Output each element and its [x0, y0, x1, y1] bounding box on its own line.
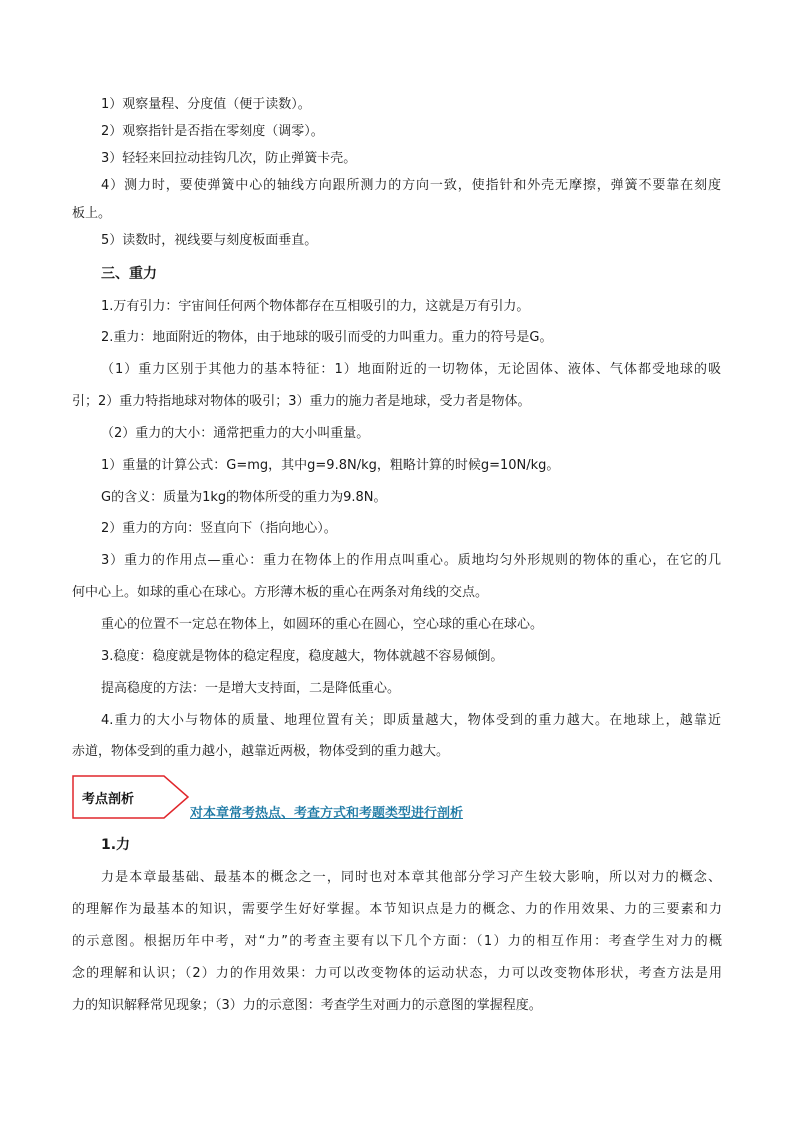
paragraph: 4.重力的大小与物体的质量、地理位置有关；即质量越大，物体受到的重力越大。在地球上，越靠近	[101, 713, 721, 728]
list-item: 4）测力时，要使弹簧中心的轴线方向跟所测力的方向一致，使指针和外壳无摩擦，弹簧不要靠在刻度	[101, 178, 721, 193]
paragraph-continuation: 赤道，物体受到的重力越小，越靠近两极，物体受到的重力越大。	[72, 744, 450, 759]
paragraph: 提高稳度的方法：一是增大支持面，二是降低重心。	[101, 681, 401, 696]
paragraph: 2）重力的方向：竖直向下（指向地心）。	[101, 521, 337, 536]
list-item-continuation: 板上。	[72, 206, 112, 221]
paragraph: 重心的位置不一定总在物体上，如圆环的重心在圆心，空心球的重心在球心。	[101, 617, 544, 632]
paragraph: 1）重量的计算公式：G=mg，其中g=9.8N/kg，粗略计算的时候g=10N/kg。	[101, 458, 560, 473]
paragraph: 力是本章最基础、最基本的概念之一，同时也对本章其他部分学习产生较大影响，所以对力的概念、	[101, 870, 721, 885]
list-item: 5）读数时，视线要与刻度板面垂直。	[101, 233, 318, 248]
paragraph: G的含义：质量为1kg的物体所受的重力为9.8N。	[101, 490, 387, 505]
paragraph: 2.重力：地面附近的物体，由于地球的吸引而受的力叫重力。重力的符号是G。	[101, 330, 553, 345]
paragraph-continuation: 引；2）重力特指地球对物体的吸引；3）重力的施力者是地球，受力者是物体。	[72, 394, 531, 409]
list-item: 2）观察指针是否指在零刻度（调零）。	[101, 124, 324, 139]
section-badge	[72, 775, 190, 819]
paragraph-continuation: 的示意图。根据历年中考，对“力”的考查主要有以下几个方面：（1）力的相互作用：考查学生对力的概	[72, 934, 722, 949]
paragraph: 3）重力的作用点—重心：重力在物体上的作用点叫重心。质地均匀外形规则的物体的重心，在它的几	[101, 553, 721, 568]
paragraph-continuation: 念的理解和认识；（2）力的作用效果：力可以改变物体的运动状态，力可以改变物体形状，考查方法是用	[72, 966, 722, 981]
paragraph-continuation: 力的知识解释常见现象；（3）力的示意图：考查学生对画力的示意图的掌握程度。	[72, 998, 542, 1013]
paragraph: （1）重力区别于其他力的基本特征：1）地面附近的一切物体，无论固体、液体、气体都受地球的吸	[101, 362, 721, 377]
section-heading: 1.力	[101, 837, 131, 853]
paragraph-continuation: 何中心上。如球的重心在球心。方形薄木板的重心在两条对角线的交点。	[72, 585, 489, 600]
badge-label: 考点剖析	[82, 792, 135, 807]
list-item: 1）观察量程、分度值（便于读数）。	[101, 97, 311, 112]
paragraph: （2）重力的大小：通常把重力的大小叫重量。	[101, 426, 370, 441]
list-item: 3）轻轻来回拉动挂钩几次，防止弹簧卡壳。	[101, 151, 357, 166]
paragraph: 3.稳度：稳度就是物体的稳定程度，稳度越大，物体就越不容易倾倒。	[101, 649, 504, 664]
paragraph-continuation: 的理解作为最基本的知识，需要学生好好掌握。本节知识点是力的概念、力的作用效果、力的三要素和力	[72, 902, 722, 917]
section-heading: 三、重力	[101, 266, 157, 282]
badge-subtitle: 对本章常考热点、考查方式和考题类型进行剖析	[190, 806, 464, 821]
paragraph: 1.万有引力：宇宙间任何两个物体都存在互相吸引的力，这就是万有引力。	[101, 299, 530, 314]
